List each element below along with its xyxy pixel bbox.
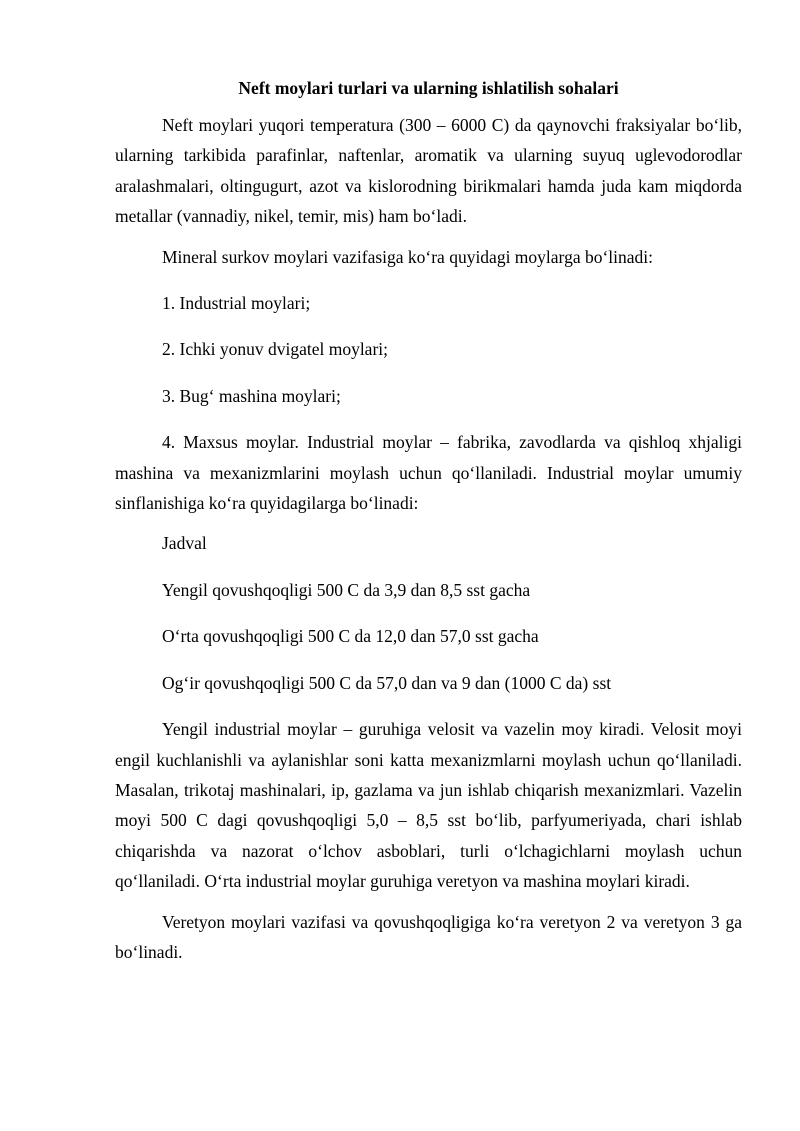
- paragraph-spindle-oils: Veretyon moylari vazifasi va qovushqoqligiga ko‘ra veretyon 2 va veretyon 3 ga bo‘linadi.: [115, 911, 742, 962]
- paragraph-classification: Mineral surkov moylari vazifasiga ko‘ra quyidagi moylarga bo‘linadi:: [162, 246, 653, 267]
- table-row-light: Yengil qovushqoqligi 500 C da 3,9 dan 8,5 sst gacha: [162, 579, 531, 600]
- list-item-special: 4. Maxsus moylar. Industrial moylar – fabrika, zavodlarda va qishloq xhjaligi mashina va mexanizmlarini moylash uchun qo‘llaniladi. Industrial moylar umumiy sinflanishiga ko‘ra quyidagilarga bo‘linadi:: [115, 432, 742, 514]
- list-item-engine: 2. Ichki yonuv dvigatel moylari;: [162, 339, 388, 360]
- document-title: Neft moylari turlari va ularning ishlatilish sohalari: [238, 78, 619, 98]
- list-item-industrial: 1. Industrial moylari;: [162, 293, 311, 314]
- table-caption: Jadval: [162, 533, 207, 554]
- paragraph-light-oils: Yengil industrial moylar – guruhiga velosit va vazelin moy kiradi. Velosit moyi engil kuchlanishli va aylanishlar soni katta mexanizmlarni moylash uchun qo‘llaniladi. Masalan, trikotaj mashinalari, ip, gazlama va jun ishlab chiqarish mexanizmlari. Vazelin moyi 500 C dagi qovushqoqligi 5,0 – 8,5 sst bo‘lib, parfyumeriyada, chari ishlab chiqarishda va nazorat o‘lchov asboblari, turli o‘lchagichlarni moylash uchun qo‘llaniladi. O‘rta industrial moylar guruhiga veretyon va mashina moylari kiradi.: [115, 719, 742, 892]
- list-item-steam: 3. Bug‘ mashina moylari;: [162, 385, 341, 406]
- table-row-heavy: Og‘ir qovushqoqligi 500 C da 57,0 dan va 9 dan (1000 C da) sst: [162, 672, 612, 693]
- paragraph-intro: Neft moylari yuqori temperatura (300 – 6000 C) da qaynovchi fraksiyalar bo‘lib, ularning tarkibida parafinlar, naftenlar, aromatik va ularning suyuq uglevodorodlar aralashmalari, oltingugurt, azot va kislorodning birikmalari hamda juda kam miqdorda metallar (vannadiy, nikel, temir, mis) ham bo‘ladi.: [115, 115, 742, 227]
- document-page: [115, 76, 742, 977]
- table-row-medium: O‘rta qovushqoqligi 500 C da 12,0 dan 57,0 sst gacha: [162, 626, 539, 647]
